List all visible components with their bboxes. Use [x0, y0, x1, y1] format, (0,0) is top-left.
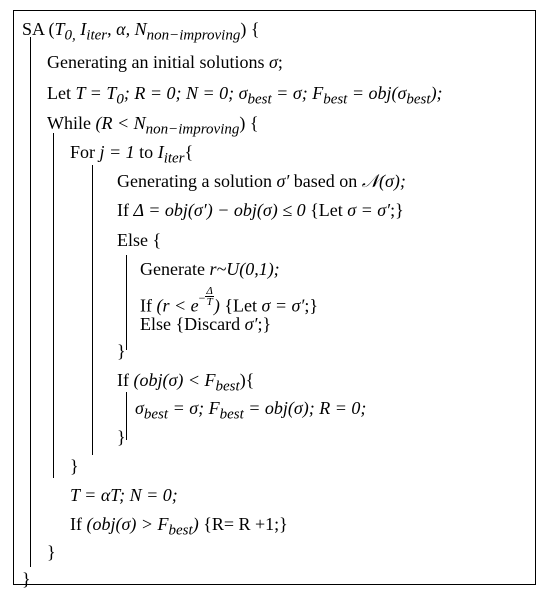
line-header: SA ($T_{0,}$ $I_{iter}$, α, $N_{non-improving}$) { — [22, 19, 260, 44]
line-generate-r: Generate r~U(0,1); — [140, 259, 280, 279]
exponent-fraction: $\frac{\Delta}{T}$ — [206, 285, 213, 308]
line-else-discard: Else {Discard σ′;} — [140, 314, 272, 334]
line-if-worse: If $(obj(\sigma) > F_{best})$ {R= R +1;} — [70, 514, 288, 539]
indent-guide-4 — [126, 255, 127, 350]
line-while: While $(R < N_{non-improving})$ { — [47, 113, 259, 138]
line-init: Generating an initial solutions σ; — [47, 52, 283, 72]
indent-guide-2 — [53, 133, 54, 478]
line-if-best: If $(obj(\sigma) < F_{best})${ — [117, 370, 255, 395]
line-close-sa: } — [22, 569, 31, 589]
line-close-for: } — [70, 456, 79, 476]
line-close-while: } — [47, 542, 56, 562]
indent-guide-5 — [126, 392, 127, 440]
line-for: For j = 1 to $I_{iter}${ — [70, 142, 194, 167]
line-if-metropolis: If (r < e− $\frac{\Delta}{T}$ ) {Let σ = σ′;} — [140, 285, 318, 316]
line-close-if-best: } — [117, 427, 126, 447]
line-if-delta: If Δ = obj(σ′) − obj(σ) ≤ 0 {Let σ = σ′;} — [117, 200, 404, 220]
line-generate-solution: Generating a solution σ′ based on 𝒩(σ); — [117, 171, 406, 191]
line-update-best: $\sigma_{best} = \sigma$; $F_{best} = obj(\sigma)$; R = 0; — [135, 398, 367, 423]
line-close-else: } — [117, 341, 126, 361]
line-let: Let $T = T_0$; R = 0; N = 0; $\sigma_{best} = \sigma$; $F_{best} = obj(\sigma_{best})$; — [47, 83, 443, 108]
line-cooling: T = αT; N = 0; — [70, 485, 178, 505]
indent-guide-1 — [30, 37, 31, 567]
line-else: Else { — [117, 230, 162, 250]
indent-guide-3 — [92, 165, 93, 455]
